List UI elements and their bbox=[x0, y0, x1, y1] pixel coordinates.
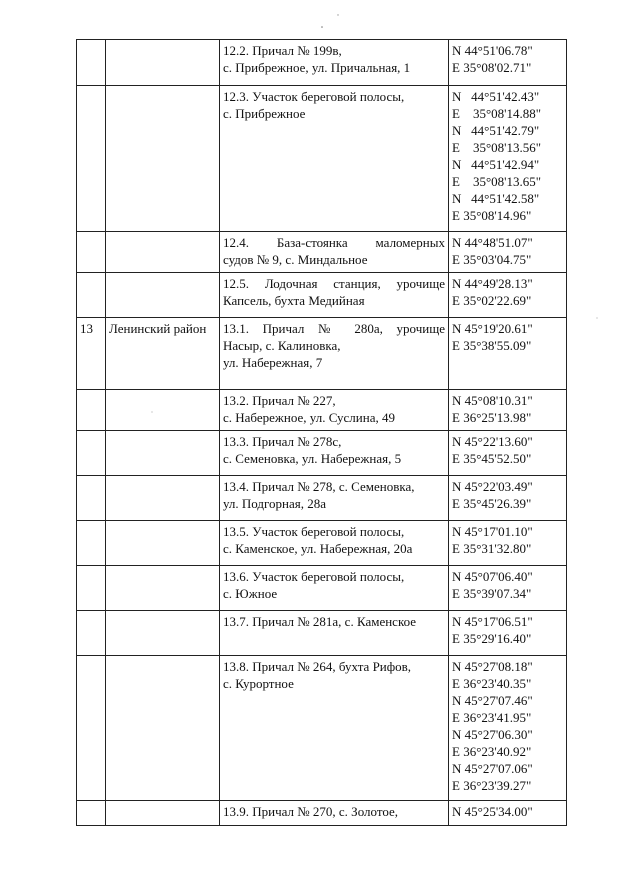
coordinate-line: E 35°39'07.34" bbox=[452, 586, 532, 601]
row-number-cell bbox=[77, 86, 106, 232]
row-number-cell bbox=[77, 431, 106, 476]
district-cell bbox=[106, 801, 220, 826]
coordinate-line: N 45°17'06.51" bbox=[452, 614, 533, 629]
scan-speck bbox=[337, 14, 338, 15]
object-cell bbox=[220, 431, 449, 476]
object-cell bbox=[220, 232, 449, 273]
table-row bbox=[77, 273, 567, 318]
row-number-cell bbox=[77, 273, 106, 318]
row-number-cell bbox=[77, 40, 106, 86]
object-text-line: с. Южное bbox=[223, 586, 278, 601]
district-cell bbox=[106, 390, 220, 431]
coordinates-cell bbox=[449, 390, 567, 431]
coordinates-cell bbox=[449, 232, 567, 273]
district-cell: Ленинский район bbox=[106, 318, 220, 390]
table-row bbox=[77, 431, 567, 476]
object-text-line: 12.2. Причал № 199в, bbox=[223, 43, 342, 58]
coordinates-cell bbox=[449, 40, 567, 86]
object-text-line: 13.3. Причал № 278с, bbox=[223, 434, 342, 449]
coordinates-cell bbox=[449, 86, 567, 232]
coordinate-line: N 45°22'03.49" bbox=[452, 479, 533, 494]
row-number-cell bbox=[77, 232, 106, 273]
district-cell bbox=[106, 273, 220, 318]
scan-speck bbox=[321, 26, 323, 28]
coordinate-line: E 35°31'32.80" bbox=[452, 541, 532, 556]
coordinate-line: N 45°27'08.18" bbox=[452, 659, 533, 674]
coordinate-line: N 44°49'28.13" bbox=[452, 276, 533, 291]
object-text-line: с. Набережное, ул. Суслина, 49 bbox=[223, 410, 395, 425]
coordinates-cell bbox=[449, 566, 567, 611]
coordinate-line: N 45°27'07.46" bbox=[452, 693, 533, 708]
object-text-line: 12.5. Лодочная станция, урочище bbox=[223, 276, 445, 291]
table-body bbox=[77, 40, 567, 826]
object-text-line: 13.7. Причал № 281а, с. Каменское bbox=[223, 614, 417, 629]
object-text-line: 13.1. Причал № 280а, урочище bbox=[223, 321, 445, 336]
row-number-cell bbox=[77, 801, 106, 826]
object-cell bbox=[220, 318, 449, 390]
object-text-line: ул. Подгорная, 28а bbox=[223, 496, 327, 511]
table-row bbox=[77, 611, 567, 656]
table-row bbox=[77, 566, 567, 611]
district-cell bbox=[106, 232, 220, 273]
object-cell bbox=[220, 611, 449, 656]
table-row bbox=[77, 656, 567, 801]
row-number-cell bbox=[77, 390, 106, 431]
object-text-line: 12.3. Участок береговой полосы, bbox=[223, 89, 405, 104]
coordinate-line: E 36°23'40.92" bbox=[452, 744, 532, 759]
coordinates-cell bbox=[449, 611, 567, 656]
object-text-line: судов № 9, с. Миндальное bbox=[223, 252, 368, 267]
row-number-cell bbox=[77, 611, 106, 656]
table-row bbox=[77, 232, 567, 273]
district-cell bbox=[106, 40, 220, 86]
object-text-line: с. Прибрежное bbox=[223, 106, 306, 121]
district-cell bbox=[106, 476, 220, 521]
table-row bbox=[77, 521, 567, 566]
coordinates-cell bbox=[449, 801, 567, 826]
coordinate-line: E 35°38'55.09" bbox=[452, 338, 532, 353]
coordinate-line: E 35°08'13.56" bbox=[452, 140, 542, 155]
object-text-line: 13.5. Участок береговой полосы, bbox=[223, 524, 405, 539]
coordinate-line: N 44°51'42.79" bbox=[452, 123, 540, 138]
coordinate-line: N 45°27'07.06" bbox=[452, 761, 533, 776]
coordinate-line: E 35°29'16.40" bbox=[452, 631, 532, 646]
table-row bbox=[77, 390, 567, 431]
object-cell bbox=[220, 40, 449, 86]
row-number-cell bbox=[77, 566, 106, 611]
coordinates-cell bbox=[449, 273, 567, 318]
coordinate-line: E 35°08'14.88" bbox=[452, 106, 542, 121]
district-cell bbox=[106, 521, 220, 566]
object-cell bbox=[220, 390, 449, 431]
district-cell bbox=[106, 431, 220, 476]
object-text-line: Насыр, с. Калиновка, bbox=[223, 338, 341, 353]
object-cell bbox=[220, 801, 449, 826]
coordinate-line: E 35°08'02.71" bbox=[452, 60, 532, 75]
harbor-coordinates-table bbox=[76, 39, 567, 826]
district-cell bbox=[106, 86, 220, 232]
object-text-line: с. Семеновка, ул. Набережная, 5 bbox=[223, 451, 402, 466]
coordinate-line: E 35°03'04.75" bbox=[452, 252, 532, 267]
district-cell bbox=[106, 611, 220, 656]
object-text-line: 12.4. База-стоянка маломерных bbox=[223, 235, 445, 250]
object-cell bbox=[220, 86, 449, 232]
coordinate-line: E 35°45'52.50" bbox=[452, 451, 532, 466]
scan-speck bbox=[596, 317, 597, 318]
coordinate-line: N 44°51'42.94" bbox=[452, 157, 540, 172]
row-number-cell bbox=[77, 476, 106, 521]
row-number-cell: 13 bbox=[77, 318, 106, 390]
coordinate-line: E 36°25'13.98" bbox=[452, 410, 532, 425]
object-text-line: 13.2. Причал № 227, bbox=[223, 393, 336, 408]
district-cell bbox=[106, 566, 220, 611]
table-row bbox=[77, 801, 567, 826]
coordinates-cell bbox=[449, 476, 567, 521]
object-cell bbox=[220, 273, 449, 318]
coordinate-line: E 35°08'14.96" bbox=[452, 208, 532, 223]
table-row bbox=[77, 476, 567, 521]
object-text-line: 13.4. Причал № 278, с. Семеновка, bbox=[223, 479, 415, 494]
row-number-cell bbox=[77, 521, 106, 566]
object-text-line: 13.6. Участок береговой полосы, bbox=[223, 569, 405, 584]
object-text-line: ул. Набережная, 7 bbox=[223, 355, 323, 370]
coordinate-line: N 44°51'06.78" bbox=[452, 43, 533, 58]
object-text-line: Капсель, бухта Медийная bbox=[223, 293, 365, 308]
object-text-line: 13.8. Причал № 264, бухта Рифов, bbox=[223, 659, 412, 674]
table-row bbox=[77, 318, 567, 390]
object-text-line: с. Каменское, ул. Набережная, 20а bbox=[223, 541, 413, 556]
object-text-line: с. Курортное bbox=[223, 676, 294, 691]
coordinate-line: N 45°27'06.30" bbox=[452, 727, 533, 742]
coordinate-line: N 45°19'20.61" bbox=[452, 321, 533, 336]
coordinate-line: E 36°23'40.35" bbox=[452, 676, 532, 691]
coordinate-line: N 45°08'10.31" bbox=[452, 393, 533, 408]
table-row bbox=[77, 40, 567, 86]
coordinate-line: N 45°07'06.40" bbox=[452, 569, 533, 584]
coordinate-line: E 35°08'13.65" bbox=[452, 174, 542, 189]
coordinate-line: N 44°51'42.43" bbox=[452, 89, 540, 104]
coordinate-line: E 35°02'22.69" bbox=[452, 293, 532, 308]
object-cell bbox=[220, 476, 449, 521]
object-text-line: 13.9. Причал № 270, с. Золотое, bbox=[223, 804, 399, 819]
object-cell bbox=[220, 656, 449, 801]
coordinate-line: N 45°25'34.00" bbox=[452, 804, 533, 819]
coordinate-line: N 44°48'51.07" bbox=[452, 235, 533, 250]
coordinate-line: E 36°23'41.95" bbox=[452, 710, 532, 725]
coordinate-line: E 36°23'39.27" bbox=[452, 778, 532, 793]
table-row bbox=[77, 86, 567, 232]
coordinates-cell bbox=[449, 318, 567, 390]
coordinates-cell bbox=[449, 656, 567, 801]
row-number-cell bbox=[77, 656, 106, 801]
object-cell bbox=[220, 521, 449, 566]
coordinates-cell bbox=[449, 521, 567, 566]
coordinate-line: E 35°45'26.39" bbox=[452, 496, 532, 511]
coordinates-cell bbox=[449, 431, 567, 476]
coordinate-line: N 45°17'01.10" bbox=[452, 524, 533, 539]
object-cell bbox=[220, 566, 449, 611]
district-cell bbox=[106, 656, 220, 801]
coordinate-line: N 45°22'13.60" bbox=[452, 434, 533, 449]
object-text-line: с. Прибрежное, ул. Причальная, 1 bbox=[223, 60, 411, 75]
coordinate-line: N 44°51'42.58" bbox=[452, 191, 540, 206]
